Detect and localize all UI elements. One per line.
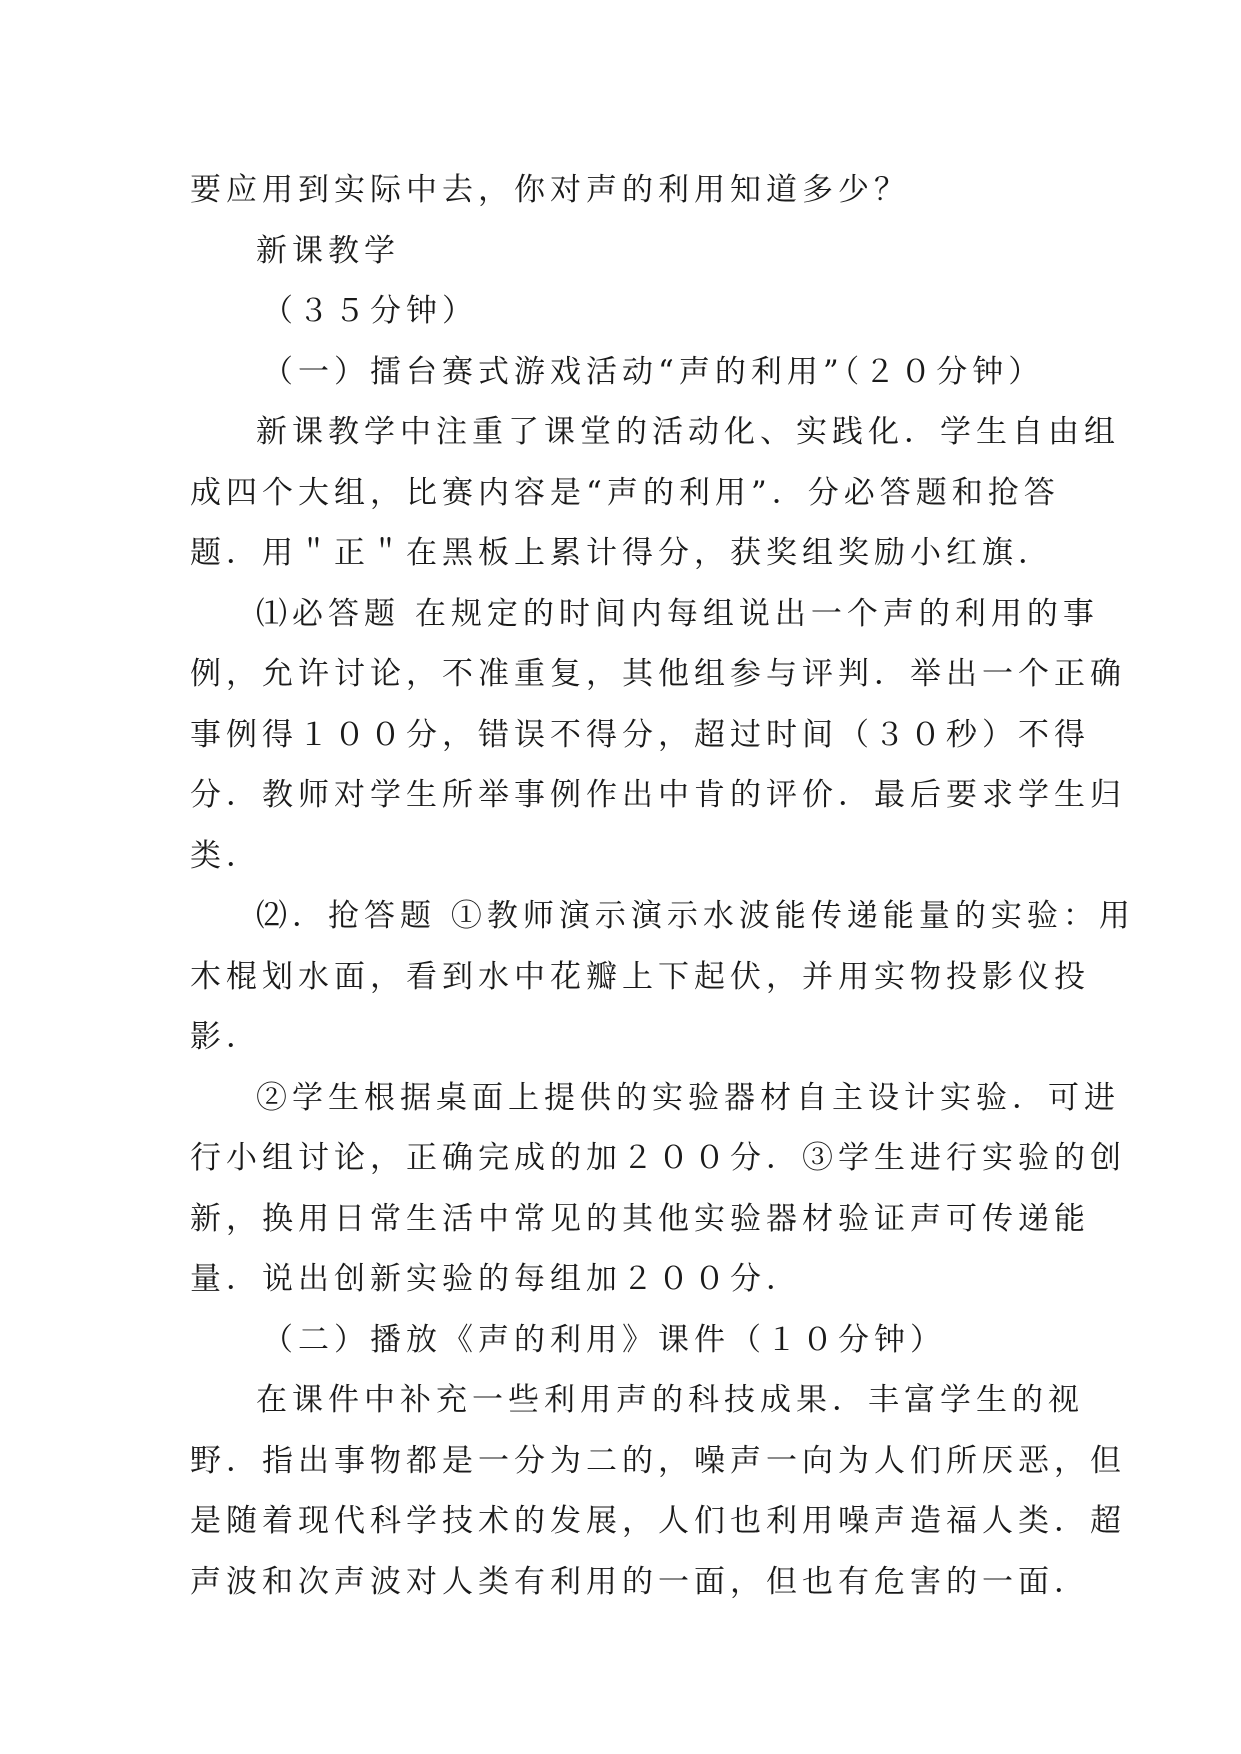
paragraph-line: 例，允许讨论，不准重复，其他组参与评判．举出一个正确 [190,656,1126,692]
paragraph-line: ⑵．抢答题 ①教师演示演示水波能传递能量的实验：用 [256,898,1135,934]
paragraph-line: 类． [190,837,262,874]
paragraph-line: 木棍划水面，看到水中花瓣上下起伏，并用实物投影仪投 [190,958,1090,995]
paragraph-line: ⑴必答题 在规定的时间内每组说出一个声的利用的事 [256,595,1099,632]
paragraph-line: 新，换用日常生活中常见的其他实验器材验证声可传递能 [190,1200,1090,1237]
paragraph-line: 野．指出事物都是一分为二的，噪声一向为人们所厌恶，但 [190,1442,1126,1479]
paragraph-line: 分．教师对学生所举事例作出中肯的评价．最后要求学生归 [190,777,1126,813]
paragraph-line: 量．说出创新实验的每组加２００分． [190,1261,802,1297]
subsection-heading: （一）擂台赛式游戏活动“声的利用”（２０分钟） [262,353,1045,390]
paragraph-line: 成四个大组，比赛内容是“声的利用”．分必答题和抢答 [190,474,1060,511]
section-duration: （３５分钟） [262,293,478,329]
section-heading: 新课教学 [256,232,400,269]
paragraph-line: 事例得１００分，错误不得分，超过时间（３０秒）不得 [190,716,1090,753]
paragraph-line: 行小组讨论，正确完成的加２００分．③学生进行实验的创 [190,1140,1126,1176]
paragraph-line: 新课教学中注重了课堂的活动化、实践化．学生自由组 [256,414,1120,450]
paragraph-line: 声波和次声波对人类有利用的一面，但也有危害的一面． [190,1563,1090,1600]
document-body [190,160,1135,1612]
paragraph-line: 是随着现代科学技术的发展，人们也利用噪声造福人类．超 [190,1503,1126,1539]
paragraph-line: ②学生根据桌面上提供的实验器材自主设计实验．可进 [256,1079,1120,1116]
subsection-heading: （二）播放《声的利用》课件（１０分钟） [262,1321,946,1358]
text-line: 要应用到实际中去，你对声的利用知道多少？ [190,172,910,208]
paragraph-line: 影． [190,1019,262,1055]
paragraph-line: 在课件中补充一些利用声的科技成果．丰富学生的视 [256,1382,1084,1418]
paragraph-line: 题．用＂正＂在黑板上累计得分，获奖组奖励小红旗． [190,535,1054,571]
